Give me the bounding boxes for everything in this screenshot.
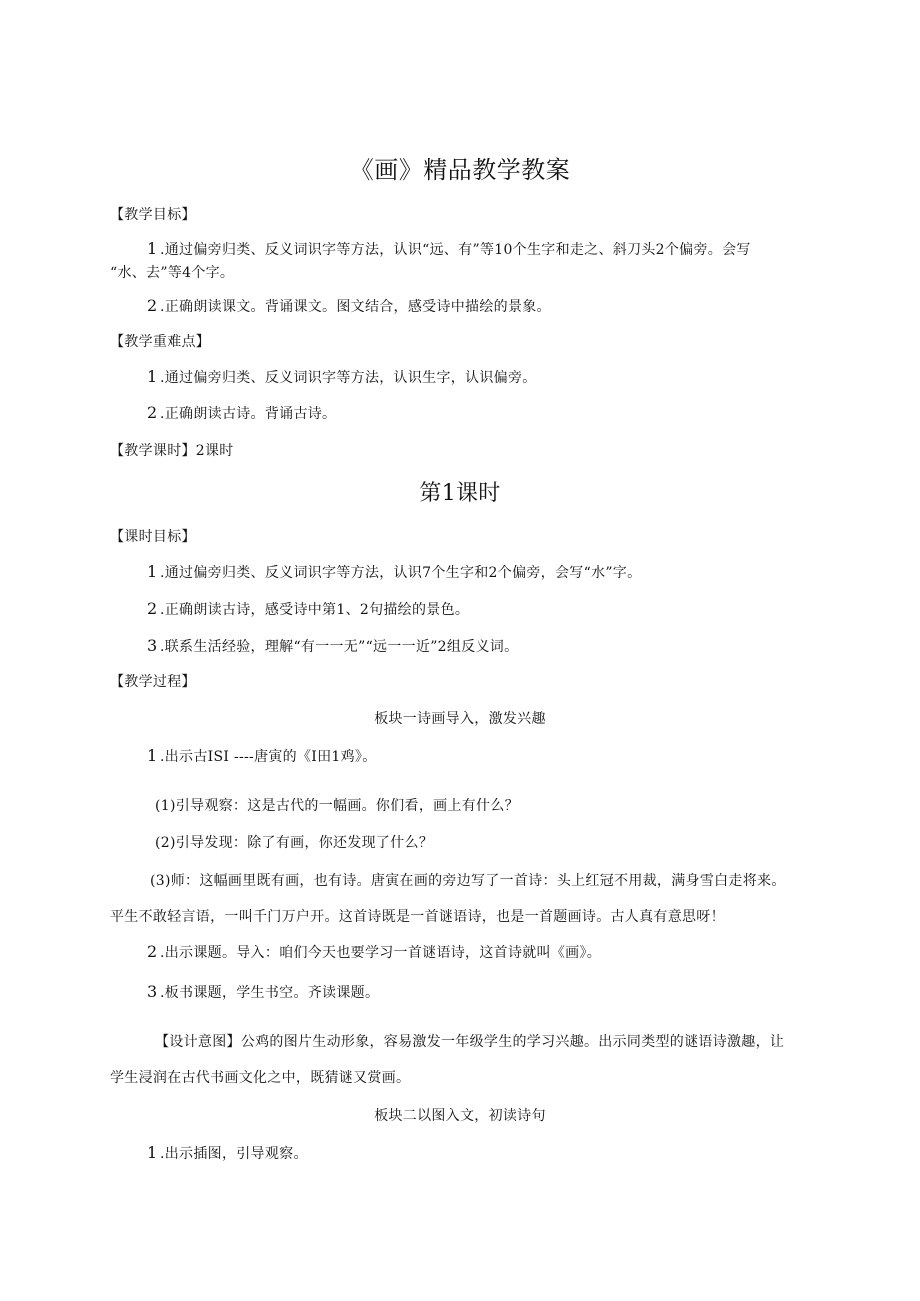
step-3-number: 3	[147, 982, 159, 1001]
step-2-text: .出示课题。导入：咱们今天也要学习一首谜语诗，这首诗就叫《画》。	[160, 945, 602, 961]
design-intent-line1: 【设计意图】公鸡的图片生动形象，容易激发一年级学生的学习兴趣。出示同类型的谜语诗激趣，让	[155, 1034, 785, 1050]
step-2-number: 2	[147, 942, 159, 961]
teaching-hours: 【教学课时】2课时	[110, 443, 234, 459]
goal-1-number: 1	[147, 239, 159, 258]
block-1-title: 板块一诗画导入，激发兴趣	[374, 711, 546, 727]
goal-2-number: 2	[147, 296, 159, 315]
difficulty-1-text: .通过偏旁归类、反义词识字等方法，认识生字，认识偏旁。	[160, 370, 537, 386]
difficulty-1-number: 1	[147, 367, 159, 386]
goal-1-line2: “水、去”等4个字。	[110, 265, 235, 281]
lesson-goal-1-number: 1	[147, 562, 159, 581]
block-2-title: 板块二以图入文，初读诗句	[374, 1108, 546, 1124]
lesson-goal-3-text: .联系生活经验，理解“有一一无”“远一一近”2组反义词。	[160, 639, 519, 655]
lesson-goal-2-text: .正确朗读古诗，感受诗中第1、2句描绘的景色。	[160, 602, 470, 618]
lesson-goal-2-number: 2	[147, 599, 159, 618]
sub-step-1: (1)引导观察：这是古代的一幅画。你们看，画上有什么？	[155, 798, 519, 814]
step-3-text: .板书课题，学生书空。齐读课题。	[160, 985, 380, 1001]
step-4-number: 1	[147, 1143, 159, 1162]
difficulty-2-number: 2	[147, 403, 159, 422]
goal-1-line1: .通过偏旁归类、反义词识字等方法，认识“远、有”等10个生字和走之、斜刀头2个偏旁。会写	[160, 242, 751, 258]
design-intent-line2: 学生浸润在古代书画文化之中，既猜谜又赏画。	[110, 1070, 411, 1086]
step-1-number: 1	[147, 746, 159, 765]
step-4-text: .出示插图，引导观察。	[160, 1146, 308, 1162]
document-title: 《画》精品教学教案	[349, 156, 571, 184]
sub-step-3-line1: (3)师：这幅画里既有画，也有诗。唐寅在画的旁边写了一首诗：头上红冠不用裁，满身雪白走将来。	[150, 873, 786, 889]
step-1-text: .出示古ISI ----唐寅的《I田1鸡》。	[160, 749, 377, 765]
lesson-goals-heading: 【课时目标】	[110, 529, 196, 545]
lesson-goal-1-text: .通过偏旁归类、反义词识字等方法，认识7个生字和2个偏旁，会写“水”字。	[160, 565, 642, 581]
lesson-goal-3-number: 3	[147, 636, 159, 655]
sub-step-2: (2)引导发现：除了有画，你还发现了什么？	[155, 835, 434, 851]
process-heading: 【教学过程】	[110, 674, 196, 690]
goals-heading: 【教学目标】	[110, 207, 196, 223]
difficulty-heading: 【教学重难点】	[110, 334, 211, 350]
difficulty-2-text: .正确朗读古诗。背诵古诗。	[160, 406, 337, 422]
goal-2-text: .正确朗读课文。背诵课文。图文结合，感受诗中描绘的景象。	[160, 299, 551, 315]
lesson-title: 第1课时	[419, 481, 501, 506]
sub-step-3-line2: 平生不敢轻言语，一叫千门万户开。这首诗既是一首谜语诗，也是一首题画诗。古人真有意思呀！	[110, 909, 725, 925]
